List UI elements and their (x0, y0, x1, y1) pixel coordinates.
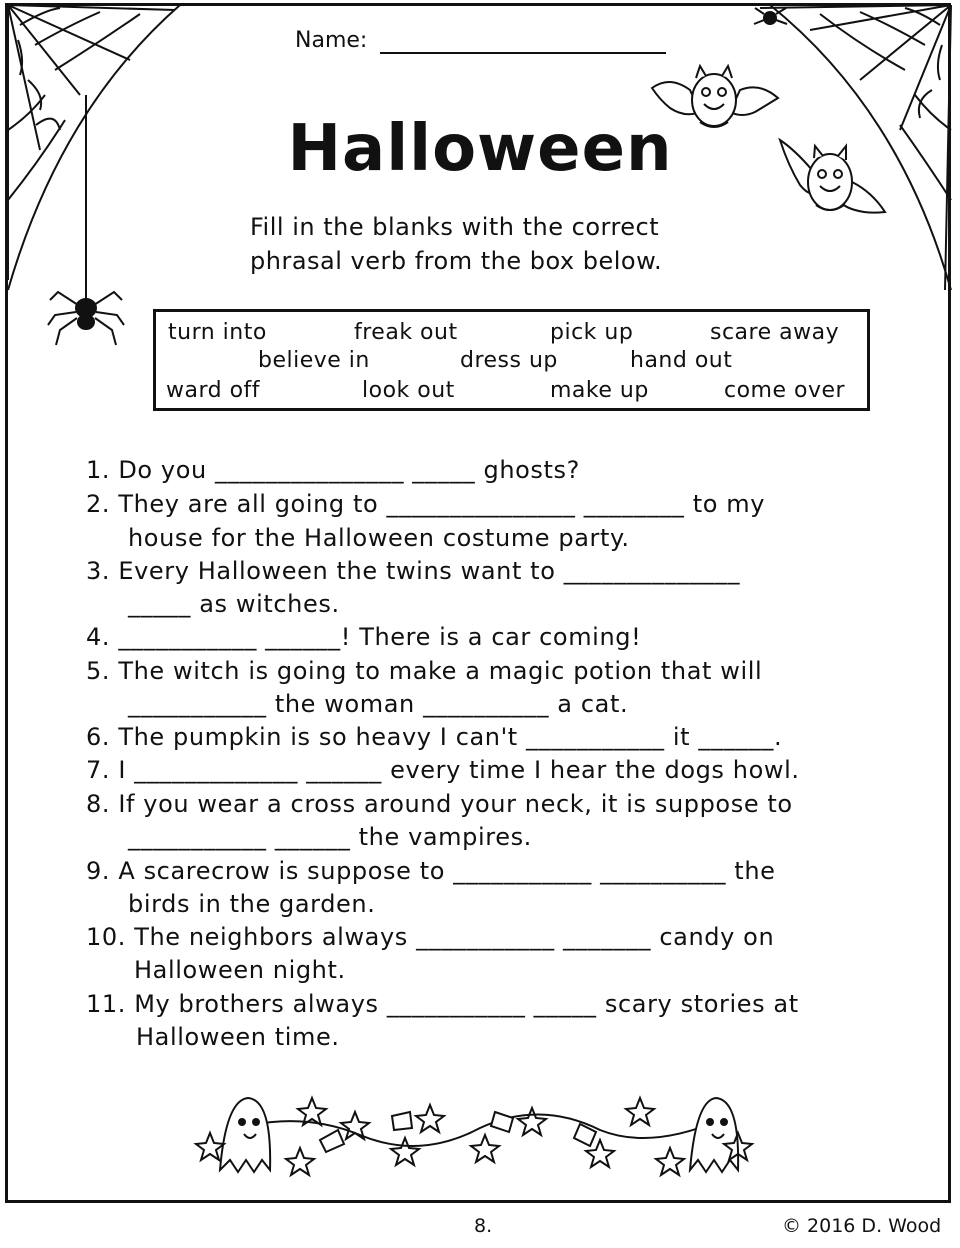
question-line: 7. I _____________ ______ every time I hear the dogs howl. (86, 756, 800, 784)
question-line: 6. The pumpkin is so heavy I can't ___________ it ______. (86, 723, 783, 751)
name-label: Name: (295, 28, 368, 53)
instruction-line: phrasal verb from the box below. (250, 247, 663, 275)
word-option: ward off (166, 378, 261, 403)
word-option: look out (362, 378, 455, 403)
question-line: ___________ ______ the vampires. (128, 823, 532, 851)
page-title: Halloween (287, 112, 673, 186)
instruction-line: Fill in the blanks with the correct (250, 213, 660, 241)
word-option: make up (550, 378, 649, 403)
question-line: 3. Every Halloween the twins want to ______________ (86, 557, 741, 585)
question-line: 8. If you wear a cross around your neck, it is suppose to (86, 790, 793, 818)
question-line: 10. The neighbors always ___________ _______ candy on (86, 923, 775, 951)
question-line: 11. My brothers always ___________ _____ scary stories at (86, 990, 799, 1018)
word-box (153, 309, 870, 411)
instructions (250, 210, 720, 278)
question-line: 2. They are all going to _______________ ________ to my (86, 490, 766, 518)
question-line: 9. A scarecrow is suppose to ___________ __________ the (86, 857, 776, 885)
page-number: 8. (474, 1215, 493, 1237)
word-option: scare away (710, 320, 840, 345)
name-blank-line[interactable] (380, 52, 666, 54)
question-line: _____ as witches. (128, 590, 340, 618)
word-option: dress up (460, 348, 558, 373)
copyright: © 2016 D. Wood (782, 1215, 942, 1237)
word-option: freak out (354, 320, 458, 345)
question-line: 5. The witch is going to make a magic potion that will (86, 657, 763, 685)
question-line: Halloween time. (136, 1023, 340, 1051)
question-line: 1. Do you _______________ _____ ghosts? (86, 456, 580, 484)
word-option: believe in (258, 348, 370, 373)
question-line: Halloween night. (134, 956, 346, 984)
word-option: hand out (630, 348, 733, 373)
word-option: pick up (550, 320, 634, 345)
word-option: come over (724, 378, 846, 403)
question-line: house for the Halloween costume party. (128, 524, 630, 552)
question-line: 4. ___________ ______! There is a car coming! (86, 623, 642, 651)
question-line: ___________ the woman __________ a cat. (128, 690, 629, 718)
word-option: turn into (168, 320, 267, 345)
ghost-candy-border-icon (196, 1098, 752, 1175)
question-line: birds in the garden. (128, 890, 376, 918)
